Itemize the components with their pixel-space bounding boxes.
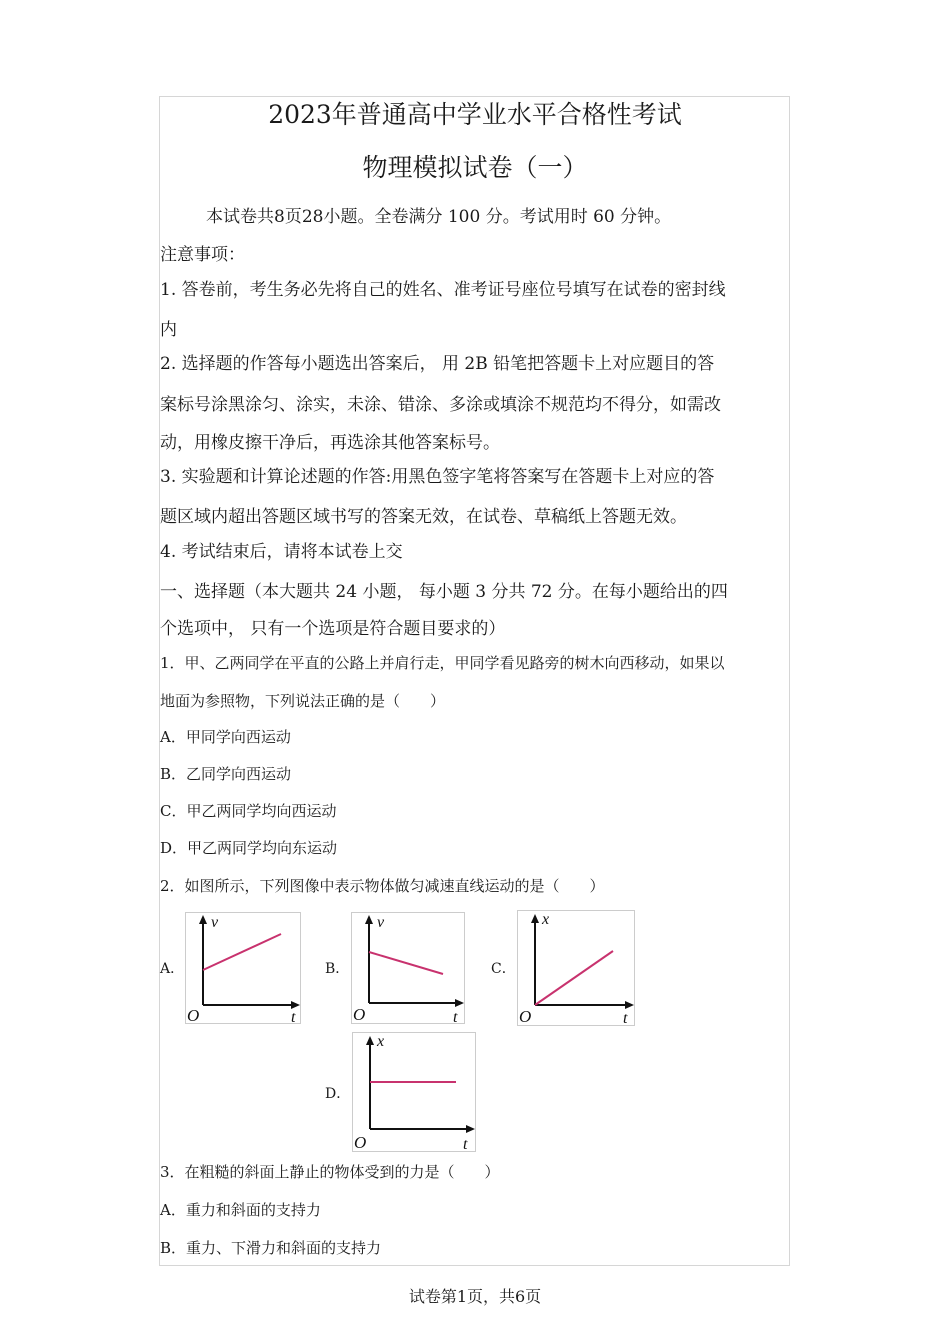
q2-option-a-label: A． [160, 961, 185, 977]
q2-graph-c [517, 910, 635, 1026]
notice-line: 内 [160, 320, 177, 340]
q2-option-c-label: C． [491, 961, 516, 977]
graph-line [369, 952, 443, 974]
notice-line: 3. 实验题和计算论述题的作答:用黑色签字笔将答案写在答题卡上对应的答 [160, 467, 715, 487]
q2-graph-d [352, 1032, 476, 1152]
exam-subtitle: 物理模拟试卷（一） [362, 153, 588, 182]
notice-line: 动，用橡皮擦干净后，再选涂其他答案标号。 [160, 433, 500, 453]
y-axis-label: x [377, 1033, 385, 1050]
graph-line [535, 951, 613, 1005]
q1-stem: 地面为参照物，下列说法正确的是（ ） [160, 692, 446, 710]
graph-line [203, 934, 281, 970]
q1-option-b: B．乙同学向西运动 [160, 765, 292, 783]
notice-line: 案标号涂黑涂匀、涂实，未涂、错涂、多涂或填涂不规范均不得分，如需改 [160, 395, 721, 415]
x-axis-arrow [625, 1001, 634, 1009]
y-axis-arrow [199, 915, 207, 924]
y-axis-label: x [542, 911, 550, 928]
y-axis-arrow [366, 1036, 374, 1045]
notice-heading: 注意事项： [160, 245, 245, 265]
notice-line: 4. 考试结束后，请将本试卷上交 [160, 542, 403, 562]
q2-option-b-label: B． [325, 961, 350, 977]
section-heading: 一、选择题（本大题共 24 小题， 每小题 3 分共 72 分。在每小题给出的四 [160, 582, 728, 602]
intro-text: 本试卷共8页28小题。全卷满分 100 分。考试用时 60 分钟。 [206, 207, 672, 227]
notice-line: 1. 答卷前，考生务必先将自己的姓名、准考证号座位号填写在试卷的密封线 [160, 280, 726, 300]
x-axis-label: t [463, 1136, 468, 1152]
q1-option-c: C．甲乙两同学均向西运动 [160, 802, 337, 820]
q3-option-b: B．重力、下滑力和斜面的支持力 [160, 1239, 382, 1257]
y-axis-label: v [377, 914, 385, 931]
origin-label: O [353, 1005, 366, 1024]
q3-option-a: A．重力和斜面的支持力 [160, 1201, 321, 1219]
section-heading: 个选项中， 只有一个选项是符合题目要求的） [160, 619, 506, 639]
x-axis-label: t [453, 1009, 458, 1024]
origin-label: O [187, 1006, 200, 1024]
y-axis-arrow [365, 915, 373, 924]
x-axis-label: t [623, 1010, 628, 1026]
notice-line: 题区域内超出答题区域书写的答案无效，在试卷、草稿纸上答题无效。 [160, 507, 687, 527]
q3-stem: 3．在粗糙的斜面上静止的物体受到的力是（ ） [160, 1163, 500, 1181]
q1-option-d: D．甲乙两同学均向东运动 [160, 839, 338, 857]
x-axis-arrow [291, 1001, 300, 1009]
y-axis-label: v [211, 914, 219, 931]
q2-option-d-label: D． [325, 1086, 351, 1102]
origin-label: O [519, 1007, 532, 1026]
x-axis-arrow [455, 999, 464, 1007]
y-axis-arrow [531, 914, 539, 923]
q2-stem: 2．如图所示，下列图像中表示物体做匀减速直线运动的是（ ） [160, 877, 605, 895]
q1-stem: 1．甲、乙两同学在平直的公路上并肩行走，甲同学看见路旁的树木向西移动，如果以 [160, 654, 725, 672]
q1-option-a: A．甲同学向西运动 [160, 728, 291, 746]
page-footer: 试卷第1页，共6页 [408, 1287, 542, 1306]
origin-label: O [354, 1133, 367, 1152]
q2-graph-a [185, 912, 301, 1024]
x-axis-label: t [291, 1009, 296, 1024]
x-axis-arrow [466, 1125, 475, 1133]
notice-line: 2. 选择题的作答每小题选出答案后， 用 2B 铅笔把答题卡上对应题目的答 [160, 354, 715, 374]
exam-title: 2023年普通高中学业水平合格性考试 [268, 100, 682, 129]
q2-graph-b [351, 912, 465, 1024]
